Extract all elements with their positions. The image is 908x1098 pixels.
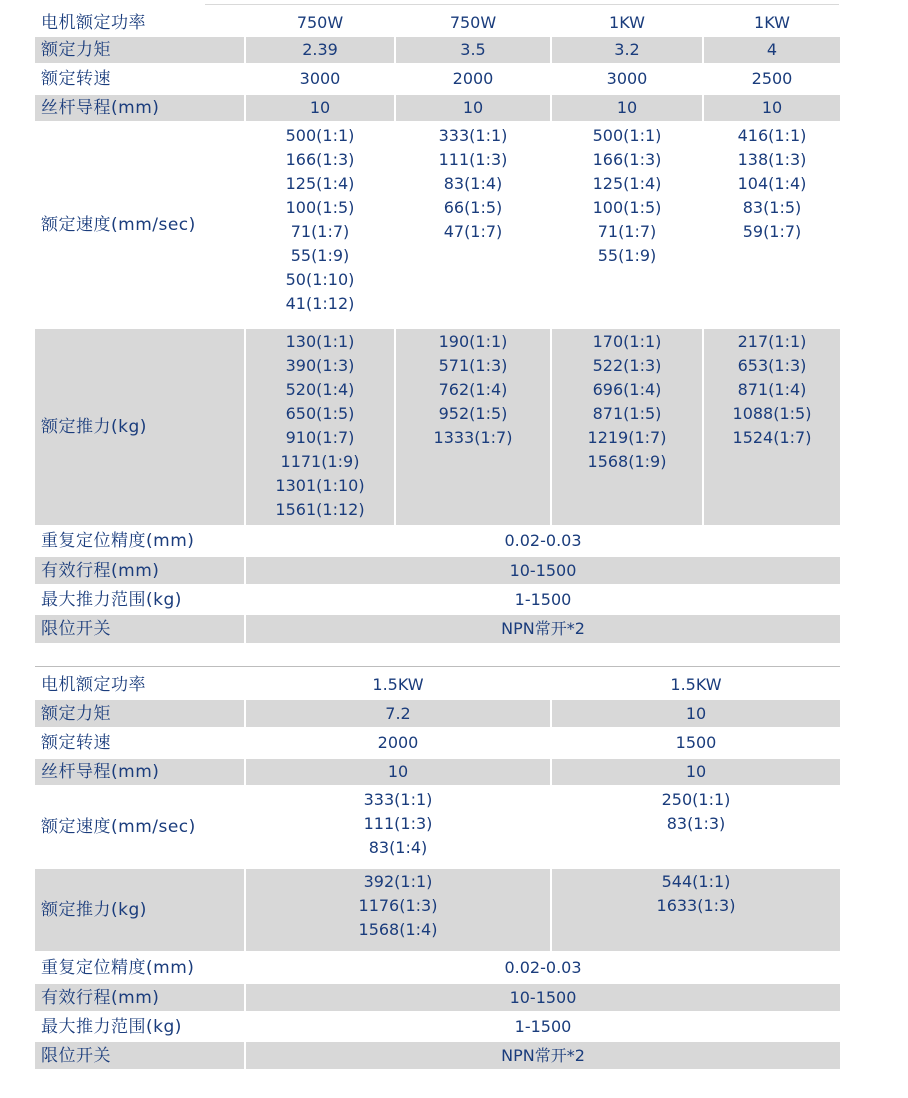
cell-line: 111(1:3) bbox=[438, 150, 508, 169]
row-max-thrust bbox=[35, 1012, 840, 1041]
cell-line: 55(1:9) bbox=[597, 246, 657, 265]
cell-line: 416(1:1) bbox=[737, 126, 807, 145]
row-label: 额定转速 bbox=[35, 728, 245, 758]
cell: 10 bbox=[551, 758, 840, 786]
cell-line: 1176(1:3) bbox=[358, 896, 438, 915]
row-label: 额定速度(mm/sec) bbox=[35, 786, 245, 868]
cell-line: 762(1:4) bbox=[438, 380, 508, 399]
top-divider bbox=[205, 4, 839, 5]
cell bbox=[245, 786, 551, 868]
row-label: 限位开关 bbox=[35, 1041, 245, 1070]
cell: 1KW bbox=[703, 10, 840, 36]
row-rated-thrust bbox=[35, 328, 840, 526]
cell: 10 bbox=[551, 94, 703, 122]
cell-line: 100(1:5) bbox=[592, 198, 662, 217]
cell-line: 544(1:1) bbox=[661, 872, 731, 891]
cell-line: 83(1:4) bbox=[443, 174, 503, 193]
cell: 1-1500 bbox=[245, 1012, 840, 1041]
cell-line: 1219(1:7) bbox=[587, 428, 667, 447]
cell: 1.5KW bbox=[551, 672, 840, 699]
cell-line: 1568(1:4) bbox=[358, 920, 438, 939]
cell-line: 910(1:7) bbox=[285, 428, 355, 447]
row-rated-speed bbox=[35, 728, 840, 758]
cell-line: 59(1:7) bbox=[742, 222, 802, 241]
cell-line: 190(1:1) bbox=[438, 332, 508, 351]
cell: 1500 bbox=[551, 728, 840, 758]
spec-table-2 bbox=[35, 672, 840, 1071]
cell: 750W bbox=[245, 10, 395, 36]
row-label: 额定推力(kg) bbox=[35, 868, 245, 952]
row-stroke bbox=[35, 983, 840, 1012]
cell: 1.5KW bbox=[245, 672, 551, 699]
cell-line: 125(1:4) bbox=[592, 174, 662, 193]
row-repeat-accuracy bbox=[35, 952, 840, 983]
cell: NPN常开*2 bbox=[245, 614, 840, 644]
cell-line: 696(1:4) bbox=[592, 380, 662, 399]
row-max-thrust bbox=[35, 585, 840, 614]
cell-line: 871(1:5) bbox=[592, 404, 662, 423]
row-label: 电机额定功率 bbox=[35, 672, 245, 699]
row-label: 丝杆导程(mm) bbox=[35, 94, 245, 122]
cell-line: 1171(1:9) bbox=[280, 452, 360, 471]
cell-line: 1333(1:7) bbox=[433, 428, 513, 447]
row-rated-torque bbox=[35, 36, 840, 64]
cell-line: 130(1:1) bbox=[285, 332, 355, 351]
cell bbox=[395, 328, 551, 526]
cell-line: 250(1:1) bbox=[661, 790, 731, 809]
cell-line: 333(1:1) bbox=[363, 790, 433, 809]
row-limit-switch bbox=[35, 614, 840, 644]
cell bbox=[551, 122, 703, 328]
cell-line: 500(1:1) bbox=[592, 126, 662, 145]
cell: 2000 bbox=[395, 64, 551, 94]
row-label: 最大推力范围(kg) bbox=[35, 1012, 245, 1041]
row-motor-power bbox=[35, 672, 840, 699]
cell: 0.02-0.03 bbox=[245, 952, 840, 983]
cell-line: 138(1:3) bbox=[737, 150, 807, 169]
cell bbox=[703, 328, 840, 526]
row-rated-thrust bbox=[35, 868, 840, 952]
row-motor-power bbox=[35, 10, 840, 36]
cell: 10 bbox=[245, 758, 551, 786]
cell-line: 333(1:1) bbox=[438, 126, 508, 145]
cell: 10 bbox=[395, 94, 551, 122]
table-divider bbox=[35, 666, 840, 667]
cell: 750W bbox=[395, 10, 551, 36]
cell-line: 166(1:3) bbox=[592, 150, 662, 169]
cell: 2500 bbox=[703, 64, 840, 94]
row-label: 丝杆导程(mm) bbox=[35, 758, 245, 786]
row-label: 重复定位精度(mm) bbox=[35, 526, 245, 556]
cell: 10 bbox=[245, 94, 395, 122]
cell-line: 166(1:3) bbox=[285, 150, 355, 169]
row-label: 额定速度(mm/sec) bbox=[35, 122, 245, 328]
row-rated-torque bbox=[35, 699, 840, 728]
cell bbox=[551, 868, 840, 952]
cell: 10 bbox=[551, 699, 840, 728]
cell bbox=[395, 122, 551, 328]
cell-line: 100(1:5) bbox=[285, 198, 355, 217]
cell-line: 571(1:3) bbox=[438, 356, 508, 375]
cell-line: 217(1:1) bbox=[737, 332, 807, 351]
row-screw-lead bbox=[35, 94, 840, 122]
cell-line: 71(1:7) bbox=[290, 222, 350, 241]
cell bbox=[551, 328, 703, 526]
cell-line: 390(1:3) bbox=[285, 356, 355, 375]
cell: 3.5 bbox=[395, 36, 551, 64]
row-rated-speed bbox=[35, 64, 840, 94]
row-label: 最大推力范围(kg) bbox=[35, 585, 245, 614]
cell-line: 650(1:5) bbox=[285, 404, 355, 423]
row-stroke bbox=[35, 556, 840, 585]
cell-line: 871(1:4) bbox=[737, 380, 807, 399]
cell: 10-1500 bbox=[245, 983, 840, 1012]
row-label: 有效行程(mm) bbox=[35, 983, 245, 1012]
cell-line: 83(1:5) bbox=[742, 198, 802, 217]
row-label: 重复定位精度(mm) bbox=[35, 952, 245, 983]
cell bbox=[245, 868, 551, 952]
cell-line: 50(1:10) bbox=[285, 270, 355, 289]
cell: 7.2 bbox=[245, 699, 551, 728]
cell-line: 522(1:3) bbox=[592, 356, 662, 375]
cell bbox=[551, 786, 840, 868]
cell-line: 1561(1:12) bbox=[275, 500, 365, 519]
cell-line: 83(1:3) bbox=[666, 814, 726, 833]
cell: 10 bbox=[703, 94, 840, 122]
cell-line: 520(1:4) bbox=[285, 380, 355, 399]
cell-line: 1301(1:10) bbox=[275, 476, 365, 495]
cell: 1-1500 bbox=[245, 585, 840, 614]
cell: 3000 bbox=[245, 64, 395, 94]
cell-line: 1633(1:3) bbox=[656, 896, 736, 915]
cell: 1KW bbox=[551, 10, 703, 36]
cell-line: 47(1:7) bbox=[443, 222, 503, 241]
cell-line: 125(1:4) bbox=[285, 174, 355, 193]
cell bbox=[703, 122, 840, 328]
cell-line: 41(1:12) bbox=[285, 294, 355, 313]
row-label: 额定力矩 bbox=[35, 699, 245, 728]
cell-line: 170(1:1) bbox=[592, 332, 662, 351]
cell-line: 66(1:5) bbox=[443, 198, 503, 217]
cell: 3000 bbox=[551, 64, 703, 94]
cell-line: 55(1:9) bbox=[290, 246, 350, 265]
cell-line: 111(1:3) bbox=[363, 814, 433, 833]
row-label: 额定推力(kg) bbox=[35, 328, 245, 526]
row-repeat-accuracy bbox=[35, 526, 840, 556]
cell-line: 392(1:1) bbox=[363, 872, 433, 891]
row-label: 有效行程(mm) bbox=[35, 556, 245, 585]
cell-line: 653(1:3) bbox=[737, 356, 807, 375]
cell: NPN常开*2 bbox=[245, 1041, 840, 1070]
cell: 10-1500 bbox=[245, 556, 840, 585]
cell bbox=[245, 122, 395, 328]
row-label: 额定力矩 bbox=[35, 36, 245, 64]
row-rated-velocity bbox=[35, 786, 840, 868]
cell-line: 104(1:4) bbox=[737, 174, 807, 193]
cell-line: 1524(1:7) bbox=[732, 428, 812, 447]
row-label: 限位开关 bbox=[35, 614, 245, 644]
row-screw-lead bbox=[35, 758, 840, 786]
cell: 2000 bbox=[245, 728, 551, 758]
cell-line: 83(1:4) bbox=[368, 838, 428, 857]
cell-line: 71(1:7) bbox=[597, 222, 657, 241]
row-limit-switch bbox=[35, 1041, 840, 1070]
cell: 0.02-0.03 bbox=[245, 526, 840, 556]
cell bbox=[245, 328, 395, 526]
cell-line: 952(1:5) bbox=[438, 404, 508, 423]
cell: 4 bbox=[703, 36, 840, 64]
cell-line: 1088(1:5) bbox=[732, 404, 812, 423]
cell: 2.39 bbox=[245, 36, 395, 64]
row-rated-velocity bbox=[35, 122, 840, 328]
row-label: 电机额定功率 bbox=[35, 10, 245, 36]
row-label: 额定转速 bbox=[35, 64, 245, 94]
cell: 3.2 bbox=[551, 36, 703, 64]
cell-line: 1568(1:9) bbox=[587, 452, 667, 471]
cell-line: 500(1:1) bbox=[285, 126, 355, 145]
spec-table-1 bbox=[35, 10, 840, 645]
